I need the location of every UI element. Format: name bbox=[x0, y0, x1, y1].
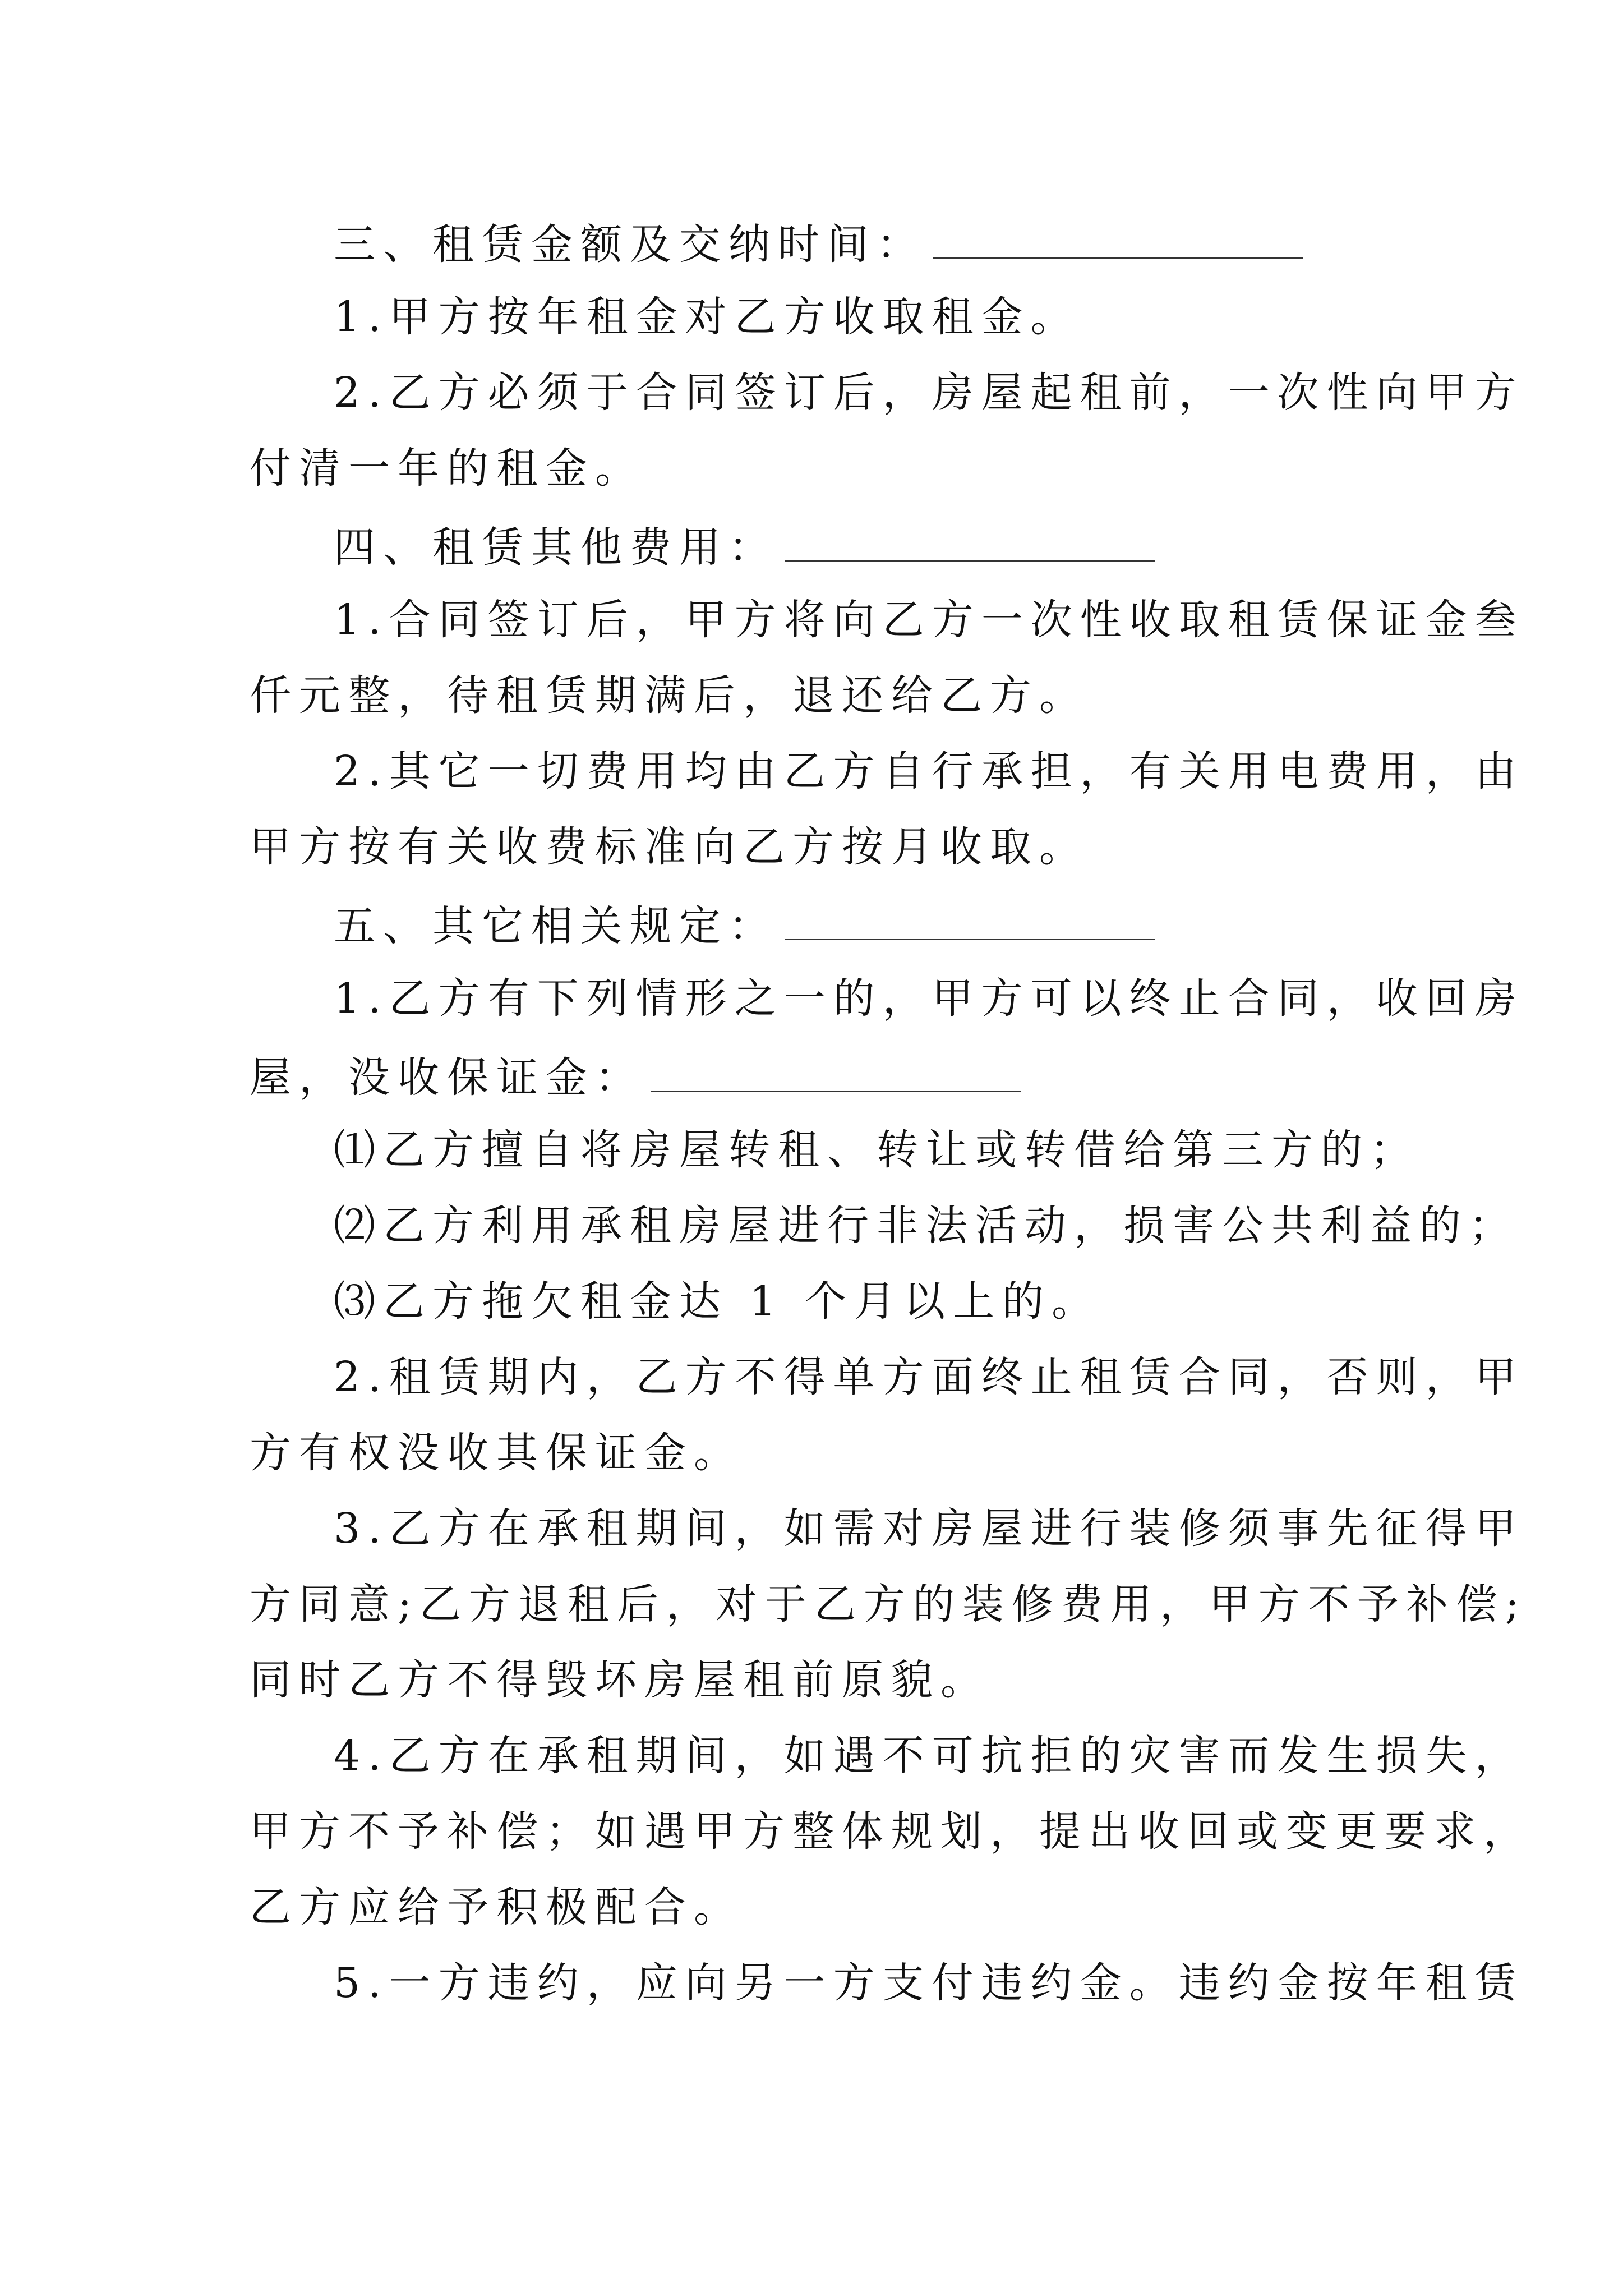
section-three-heading bbox=[334, 216, 1388, 270]
clause-5-1-line-1: 1.乙方有下列情形之一的，甲方可以终止合同，收回房 bbox=[334, 974, 1524, 1023]
section-five-heading bbox=[334, 898, 1388, 951]
clause-5-1-item-3: ⑶乙方拖欠租金达 1 个月以上的。 bbox=[334, 1277, 1101, 1326]
section-three-heading-text: 三、租赁金额及交纳时间： bbox=[334, 220, 926, 269]
clause-5-1-blank-line[interactable] bbox=[651, 1049, 1021, 1092]
clause-5-1-item-1: ⑴乙方擅自将房屋转租、转让或转借给第三方的； bbox=[334, 1126, 1419, 1174]
section-four-heading-text: 四、租赁其他费用： bbox=[334, 523, 778, 572]
section-three-blank-line[interactable] bbox=[933, 216, 1303, 259]
clause-3-1: 1.甲方按年租金对乙方收取租金。 bbox=[334, 293, 1080, 341]
clause-5-3-line-1: 3.乙方在承租期间，如需对房屋进行装修须事先征得甲 bbox=[334, 1504, 1524, 1553]
clause-5-2-line-2: 方有权没收其保证金。 bbox=[250, 1429, 743, 1477]
clause-5-1-item-2: ⑵乙方利用承租房屋进行非法活动，损害公共利益的； bbox=[334, 1202, 1518, 1250]
section-five-heading-text: 五、其它相关规定： bbox=[334, 902, 778, 950]
clause-5-5-line-1: 5.一方违约，应向另一方支付违约金。违约金按年租赁 bbox=[334, 1959, 1524, 2007]
clause-4-2-line-1: 2.其它一切费用均由乙方自行承担，有关用电费用，由 bbox=[334, 747, 1524, 795]
clause-4-1-line-1: 1.合同签订后，甲方将向乙方一次性收取租赁保证金叁 bbox=[334, 596, 1524, 644]
clause-5-4-line-1: 4.乙方在承租期间，如遇不可抗拒的灾害而发生损失， bbox=[334, 1732, 1524, 1780]
clause-5-1-line-2 bbox=[250, 1049, 1388, 1103]
clause-5-2-line-1: 2.租赁期内，乙方不得单方面终止租赁合同，否则，甲 bbox=[334, 1353, 1524, 1401]
section-four-heading bbox=[334, 519, 1388, 573]
clause-3-2-line-2: 付清一年的租金。 bbox=[250, 444, 644, 493]
section-four-blank-line[interactable] bbox=[785, 519, 1155, 562]
clause-5-3-line-2: 方同意;乙方退租后，对于乙方的装修费用，甲方不予补偿; bbox=[250, 1580, 1527, 1628]
clause-5-1-line-2-text: 屋，没收保证金： bbox=[250, 1053, 644, 1102]
clause-3-2-line-1: 2.乙方必须于合同签订后，房屋起租前，一次性向甲方 bbox=[334, 369, 1524, 417]
section-five-blank-line[interactable] bbox=[785, 898, 1155, 940]
clause-4-2-line-2: 甲方按有关收费标准向乙方按月收取。 bbox=[250, 823, 1089, 871]
clause-5-4-line-3: 乙方应给予积极配合。 bbox=[250, 1883, 743, 1931]
clause-4-1-line-2: 仟元整，待租赁期满后，退还给乙方。 bbox=[250, 671, 1089, 720]
clause-5-4-line-2: 甲方不予补偿；如遇甲方整体规划，提出收回或变更要求， bbox=[250, 1807, 1533, 1856]
clause-5-3-line-3: 同时乙方不得毁坏房屋租前原貌。 bbox=[250, 1656, 990, 1704]
